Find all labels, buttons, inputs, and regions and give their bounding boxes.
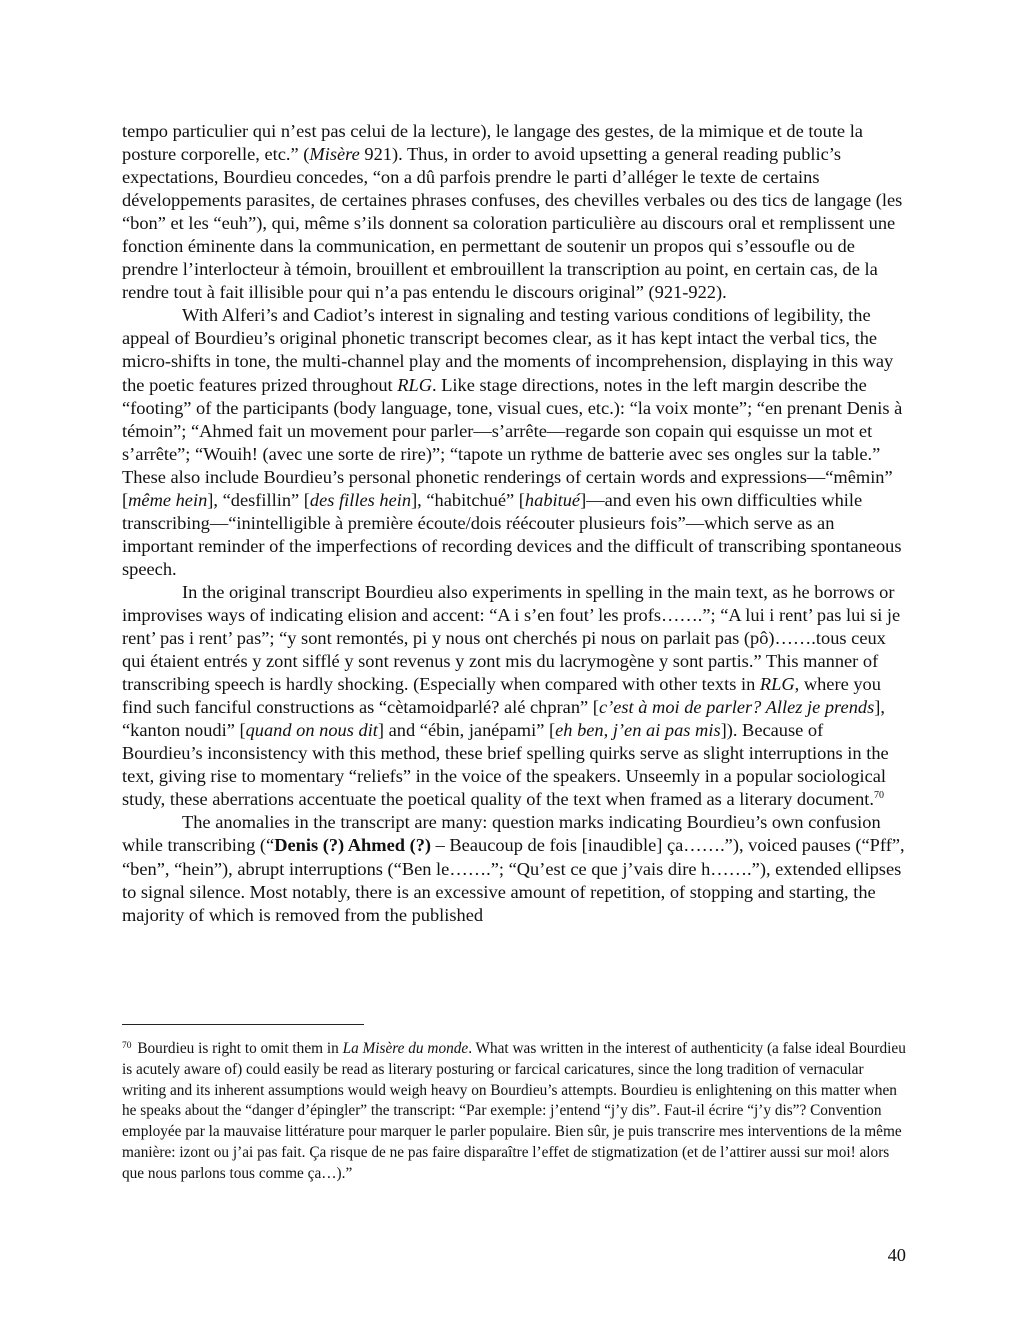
- italic-run: RLG: [759, 674, 795, 695]
- text-run: ] and “ébin, janépami” [: [377, 720, 556, 741]
- text-run: . What was written in the interest of authenticity (a false ideal Bourdieu is acutely aware of) could easily be read as literary posturing or farcical caricatures, since the long tradition of vernacular writing and its inherent assumptions would weigh heavy on Bourdieu’s attempts. Bourdieu is enlightening on this matter when he speaks about the “danger d’épingler” the transcript: “Par exemple: j’entend “j’y dis”. Faut-il écrire “j’y dis”? Convention employée par la mauvaise littérature pour marquer le parler populaire. Bien sûr, je puis transcrire mes interventions de la même manière: izont ou j’ai pas fait. Ça risque de ne pas faire disparaître l’effet de stigmatization (et de l’attirer aussi sur moi! alors que nous parlons tous comme ça…).”: [122, 1040, 906, 1182]
- italic-run: RLG: [397, 374, 432, 395]
- text-run: ], “desfillin” [: [207, 489, 310, 510]
- paragraph-2: [122, 304, 906, 581]
- italic-run: des filles hein: [309, 489, 412, 510]
- footnote-separator: [122, 1024, 364, 1025]
- text-run: ]—and even his own difficulties while transcribing—“inintelligible à première écoute/dois réécouter plusieurs fois”—which serve as an important reminder of the imperfections of recording devices and the difficult of transcribing spontaneous speech.: [122, 489, 902, 579]
- page-number: 40: [887, 1245, 906, 1265]
- text-run: ]). Because of Bourdieu’s inconsistency with this method, these brief spelling quirks serve as slight interruptions in the text, giving rise to momentary “reliefs” in the voice of the speakers. Unseemly in a popular sociological study, these aberrations accentuate the poetical quality of the text when framed as a literary document.: [122, 720, 889, 810]
- italic-run: quand on nous dit: [245, 720, 378, 741]
- italic-run: c’est à moi de parler? Allez je prends: [598, 697, 875, 718]
- text-run: – Beaucoup de fois [inaudible] ça…….”), voiced pauses (“Pff”, “ben”, “hein”), abrupt interruptions (“Ben le…….”; “Qu’est ce que j’vais dire h…….”), extended ellipses to signal silence. Most notably, there is an excessive amount of repetition, of stopping and starting, the majority of which is removed from the published: [122, 835, 905, 925]
- footnote-reference[interactable]: 70: [874, 790, 885, 802]
- text-run: . Like stage directions, notes in the left margin describe the “footing” of the participants (body language, tone, visual cues, etc.): “la voix monte”; “en prenant Denis à témoin”; “Ahmed fait un movement pour parler—s’arrête—regarde son copain qui esquisse un mot et s’arrête”; “Wouih! (avec une sorte de rire)”; “tapote un rythme de batterie avec ses ongles sur la table.” These also include Bourdieu’s personal phonetic renderings of certain words and expressions—“mêmin” [: [122, 374, 903, 510]
- body-text: [122, 120, 906, 927]
- italic-run: Misère: [309, 144, 360, 165]
- text-run: 921). Thus, in order to avoid upsetting a general reading public’s expectations, Bourdieu concedes, “on a dû parfois prendre le parti d’alléger le texte de certains développements parasites, de certaines phrases confuses, des chevilles verbales ou des tics de langage (les “bon” et les “euh”), qui, même s’ils donnent sa coloration particulière au discours oral et remplissent une fonction éminente dans la communication, en permettant de soutenir un propos qui s’essoufle ou de prendre l’interlocteur à témoin, brouillent et embrouillent la transcription au point, en certain cas, de la rendre tout à fait illisible pour qui n’a pas entendu le discours original” (921-922).: [122, 144, 903, 303]
- italic-run: eh ben, j’en ai pas mis: [555, 720, 721, 741]
- text-run: tempo particulier qui n’est pas celui de la lecture), le langage des gestes, de la mimique et de toute la posture corporelle, etc.” (: [122, 121, 863, 165]
- footnote-number: 70: [122, 1041, 132, 1051]
- footnote-text: [122, 1036, 908, 1185]
- text-run: ], “kanton noudi” [: [122, 697, 885, 741]
- text-run: In the original transcript Bourdieu also experiments in spelling in the main text, as he borrows or improvises ways of indicating elision and accent: “A i s’en fout’ les profs…….”; “A lui i rent’ pas lui si je rent’ pas i rent’ pas”; “y sont remontés, pi y nous ont cherchés pi nous on parlait pas (pô)…….tous ceux qui étaient entrés y zont sifflé y sont revenus y zont mis du lacrymogène y sont partis.” This manner of transcribing speech is hardly shocking. (Especially when compared with other texts in: [122, 581, 901, 695]
- italic-run: habitué: [524, 489, 581, 510]
- paragraph-3: [122, 581, 906, 811]
- footnote-70: [122, 1036, 908, 1185]
- italic-run: même hein: [128, 489, 208, 510]
- text-run: With Alferi’s and Cadiot’s interest in signaling and testing various conditions of legibility, the appeal of Bourdieu’s original phonetic transcript becomes clear, as it has kept intact the verbal tics, the micro-shifts in tone, the multi-channel play and the moments of incomprehension, displaying in this way the poetic features prized throughout: [122, 305, 894, 395]
- bold-run: Denis (?) Ahmed (?): [274, 835, 432, 856]
- text-run: ], “habitchué” [: [411, 489, 525, 510]
- paragraph-4: [122, 811, 906, 926]
- text-run: Bourdieu is right to omit them in: [133, 1040, 343, 1057]
- text-run: The anomalies in the transcript are many: question marks indicating Bourdieu’s own confusion while transcribing (“: [122, 812, 881, 856]
- italic-run: La Misère du monde: [342, 1040, 469, 1057]
- paragraph-1: [122, 120, 906, 304]
- text-run: , where you find such fanciful constructions as “cètamoidparlé? alé chpran” [: [122, 674, 881, 718]
